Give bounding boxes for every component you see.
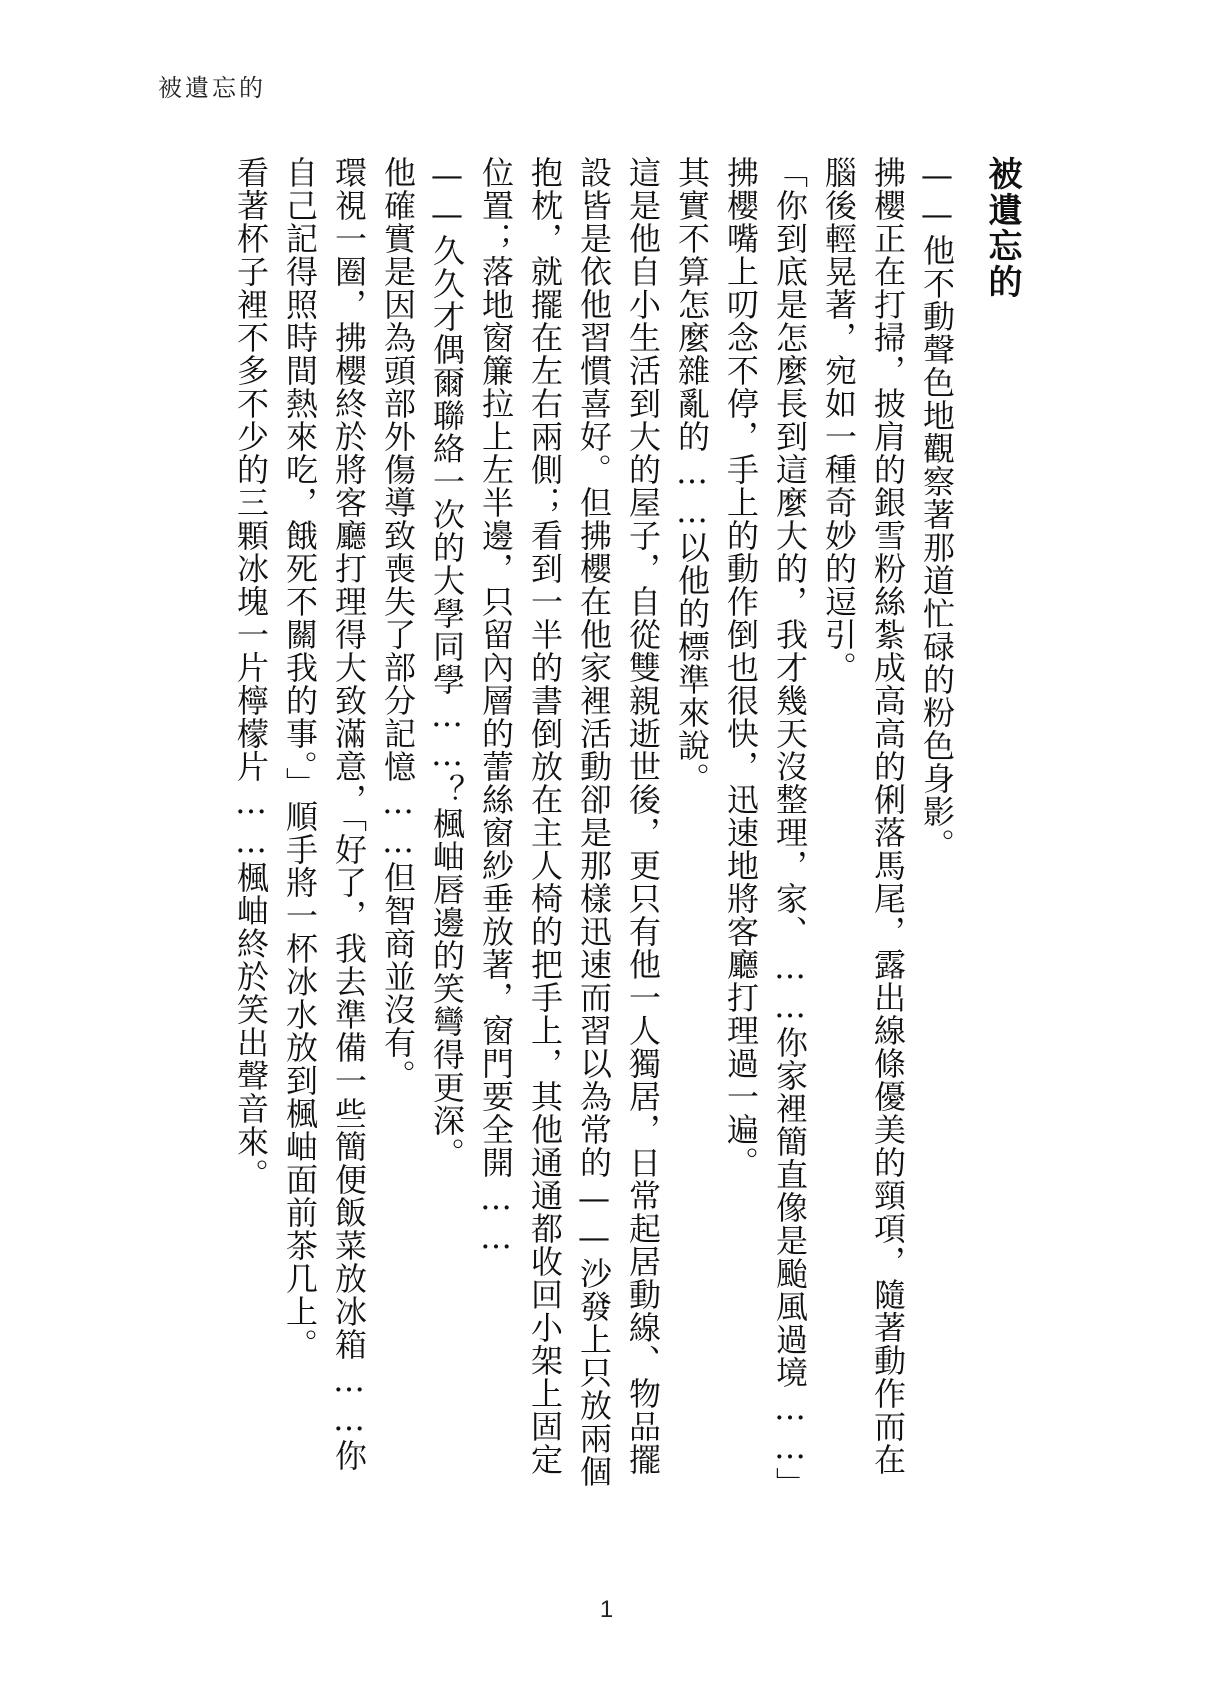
paragraph: ——久久才偶爾聯絡一次的大學同學……？楓岫唇邊的笑彎得更深。 [428,156,466,1170]
paragraph: 環視一圈，拂櫻終於將客廳打理得大致滿意，「好了，我去準備一些簡便飯菜放冰箱……你自己記得照時間熱來吃，餓死不關我的事。」順手將一杯冰水放到楓岫面前茶几上。 [281,156,368,1472]
page-number: 1 [599,1596,614,1623]
paragraph: 「你到底是怎麼長到這麼大的，我才幾天沒整理，家、……你家裡簡直像是颱風過境……」拂櫻嘴上叨念不停，手上的動作倒也很快，迅速地將客廳打理過一遍。 [722,156,809,1484]
paragraph: ——他不動聲色地觀察著那道忙碌的粉色身影。 [918,156,956,861]
paragraph: 其實不算怎麼雜亂的……以他的標準來說。 [673,156,711,795]
chapter-title: 被遺忘的 [982,156,1022,300]
paragraph: 他確實是因為頭部外傷導致喪失了部分記憶……但智商並沒有。 [379,156,417,1092]
running-header: 被遺忘的 [158,74,266,102]
paragraph: 拂櫻正在打掃，披肩的銀雪粉絲紮成高高的俐落馬尾，露出線條優美的頸項，隨著動作而在腦後輕晃著，宛如一種奇妙的逗引。 [820,156,907,1476]
paragraph: 這是他自小生活到大的屋子，自從雙親逝世後，更只有他一人獨居，日常起居動線、物品擺設皆是依他習慣喜好。但拂櫻在他家裡活動卻是那樣迅速而習以為常的——沙發上只放兩個抱枕，就擺在左右兩側；看到一半的書倒放在主人椅的把手上，其他通通都收回小架上固定位置；落地窗簾拉上左半邊，只留內層的蕾絲窗紗垂放著，窗門要全開…… [477,156,662,1488]
page-body [133,156,1033,1496]
paragraph: 看著杯子裡不多不少的三顆冰塊一片檸檬片……楓岫終於笑出聲音來。 [232,156,270,1191]
